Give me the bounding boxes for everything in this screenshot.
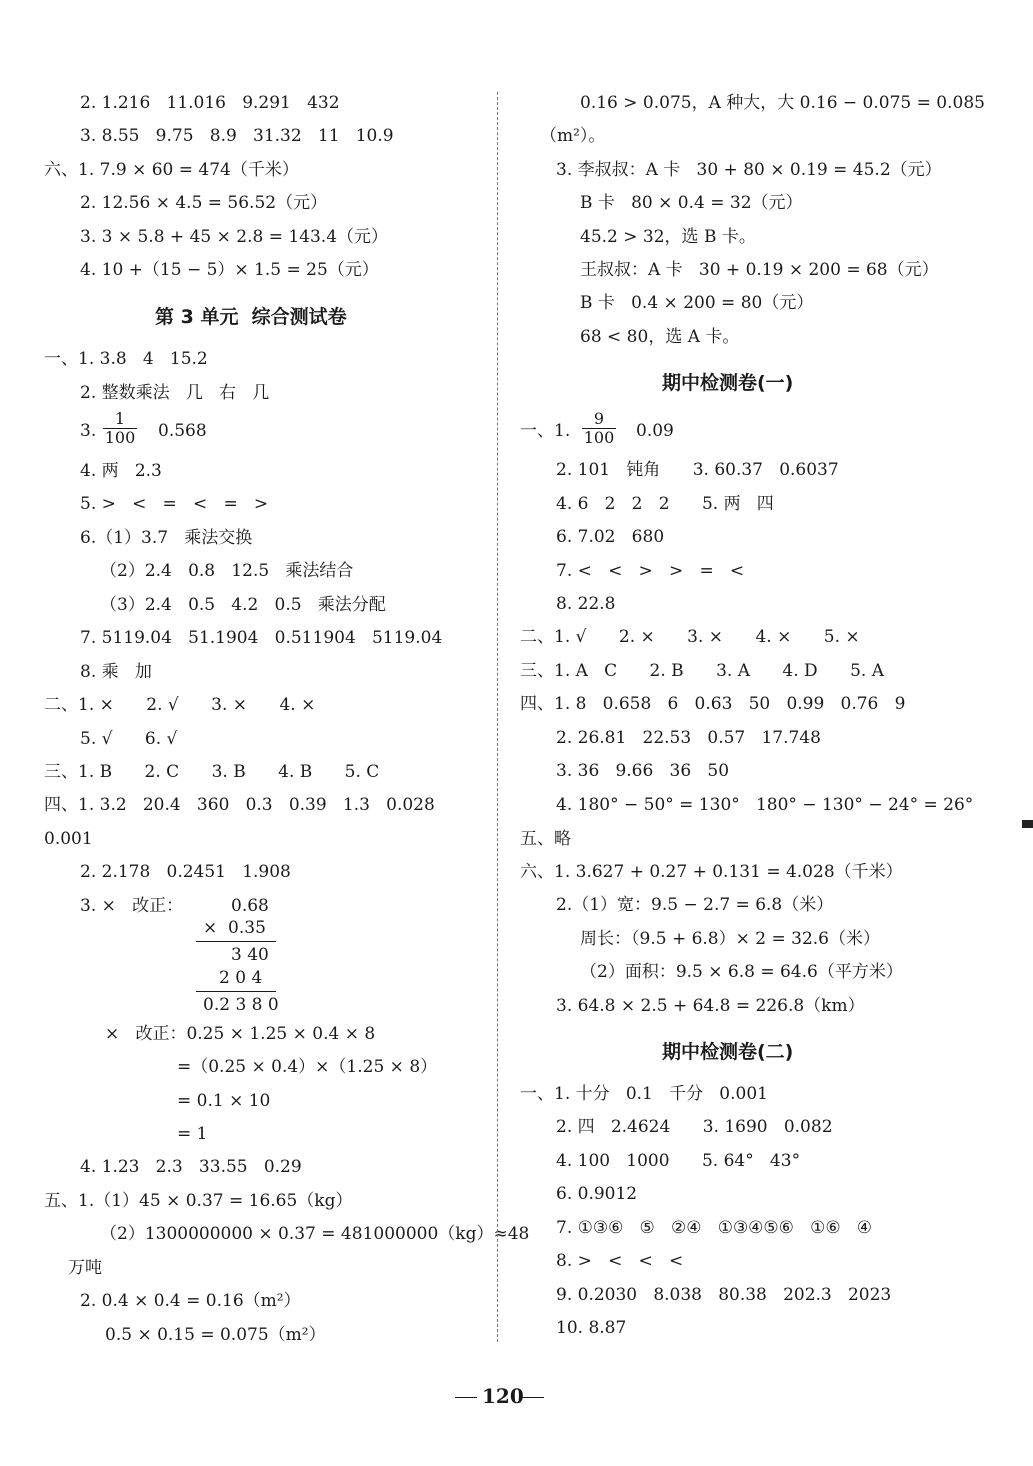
answer-line: 六、1. 3.627 + 0.27 + 0.131 = 4.028（千米） <box>520 862 903 882</box>
answer-line: 二、1. √ 2. × 3. × 4. × 5. × <box>520 627 860 647</box>
answer-line: （3）2.4 0.5 4.2 0.5 乘法分配 <box>100 595 386 615</box>
answer-line: 6. 7.02 680 <box>556 527 665 547</box>
answer-line: = 1 <box>177 1124 208 1144</box>
answer-line: （2）1300000000 × 0.37 = 481000000（kg）≈48 <box>100 1224 530 1244</box>
answer-line: 10. 8.87 <box>556 1318 627 1338</box>
answer-line: 2. 26.81 22.53 0.57 17.748 <box>556 728 821 748</box>
answer-line: 2. 0.4 × 0.4 = 0.16（m²） <box>80 1291 301 1311</box>
answer-line: 2. 整数乘法 几 右 几 <box>80 383 270 403</box>
answer-line: 6.（1）3.7 乘法交换 <box>80 528 253 548</box>
answer-line: 4. 1.23 2.3 33.55 0.29 <box>80 1157 302 1177</box>
answer-line: 8. > < < < <box>556 1251 684 1271</box>
answer-line: 5. √ 6. √ <box>80 729 178 749</box>
calc-row: × 0.35 <box>203 918 266 938</box>
answer-line: 3. 36 9.66 36 50 <box>556 761 730 781</box>
edge-marker <box>1022 820 1033 828</box>
answer-line: B 卡 80 × 0.4 = 32（元） <box>580 193 803 213</box>
calc-rule <box>196 941 276 942</box>
page-number-dash <box>522 1397 544 1398</box>
answer-line: 一、1. <box>520 421 571 441</box>
calc-row: 2 0 4 <box>219 968 263 988</box>
answer-line: （2）2.4 0.8 12.5 乘法结合 <box>100 561 354 581</box>
fraction-numerator: 9 <box>593 409 605 428</box>
column-divider <box>497 92 498 1342</box>
calc-row: 3 40 <box>231 945 269 965</box>
answer-line: 四、1. 8 0.658 6 0.63 50 0.99 0.76 9 <box>520 694 906 714</box>
answer-line: 0.001 <box>44 829 93 849</box>
answer-line: 8. 22.8 <box>556 594 616 614</box>
answer-line: 7. < < > > = < <box>556 561 745 581</box>
answer-line: 4. 10 +（15 − 5）× 1.5 = 25（元） <box>80 260 379 280</box>
fraction-denominator: 100 <box>583 428 615 447</box>
answer-line: 4. 180° − 50° = 130° 180° − 130° − 24° = 26° <box>556 795 974 815</box>
section-title: 期中检测卷(一) <box>662 372 794 394</box>
answer-line: 三、1. B 2. C 3. B 4. B 5. C <box>44 762 380 782</box>
answer-line: 7. 5119.04 51.1904 0.511904 5119.04 <box>80 628 443 648</box>
answer-line: 3. 李叔叔：A 卡 30 + 80 × 0.19 = 45.2（元） <box>556 160 942 180</box>
answer-line: 三、1. A C 2. B 3. A 4. D 5. A <box>520 661 884 681</box>
calc-rule <box>196 991 276 992</box>
answer-line: 3. 64.8 × 2.5 + 64.8 = 226.8（km） <box>556 996 865 1016</box>
calc-row: 0.2 3 8 0 <box>203 995 279 1015</box>
fraction <box>582 410 616 447</box>
answer-line: 周长：（9.5 + 6.8）× 2 = 32.6（米） <box>580 929 880 949</box>
calc-row: 0.68 <box>231 896 269 916</box>
answer-line: （m²）。 <box>540 126 606 146</box>
answer-line: （2）面积：9.5 × 6.8 = 64.6（平方米） <box>580 962 903 982</box>
answer-line: 4. 两 2.3 <box>80 461 162 481</box>
answer-line: × 改正：0.25 × 1.25 × 0.4 × 8 <box>105 1024 376 1044</box>
answer-line: 3. <box>80 421 97 441</box>
answer-line: 五、1.（1）45 × 0.37 = 16.65（kg） <box>44 1191 353 1211</box>
answer-line: 0.568 <box>158 421 207 441</box>
page-number-dash <box>455 1397 477 1398</box>
answer-line: 万吨 <box>68 1258 102 1278</box>
fraction-numerator: 1 <box>114 409 126 428</box>
answer-line: 8. 乘 加 <box>80 662 152 682</box>
answer-line: B 卡 0.4 × 200 = 80（元） <box>580 293 814 313</box>
answer-line: 四、1. 3.2 20.4 360 0.3 0.39 1.3 0.028 <box>44 795 435 815</box>
section-title: 第 3 单元 综合测试卷 <box>155 306 347 328</box>
answer-line: 六、1. 7.9 × 60 = 474（千米） <box>44 160 299 180</box>
answer-line: 0.09 <box>636 421 674 441</box>
answer-line: 2. 四 2.4624 3. 1690 0.082 <box>556 1117 833 1137</box>
answer-line: 2. 2.178 0.2451 1.908 <box>80 862 291 882</box>
answer-line: 五、略 <box>520 829 571 849</box>
answer-line: 0.16 > 0.075，A 种大，大 0.16 − 0.075 = 0.085 <box>580 93 985 113</box>
answer-line: 5. > < = < = > <box>80 494 269 514</box>
answer-line: =（0.25 × 0.4）×（1.25 × 8） <box>177 1057 438 1077</box>
answer-line: 2. 1.216 11.016 9.291 432 <box>80 93 340 113</box>
fraction <box>103 410 137 447</box>
answer-line: 3. 3 × 5.8 + 45 × 2.8 = 143.4（元） <box>80 227 389 247</box>
answer-line: 4. 100 1000 5. 64° 43° <box>556 1151 801 1171</box>
answer-line: 0.5 × 0.15 = 0.075（m²） <box>105 1325 326 1345</box>
answer-line: 2. 12.56 × 4.5 = 56.52（元） <box>80 193 328 213</box>
answer-line: 2.（1）宽：9.5 − 2.7 = 6.8（米） <box>556 895 834 915</box>
answer-line: 二、1. × 2. √ 3. × 4. × <box>44 695 316 715</box>
answer-line: 7. ①③⑥ ⑤ ②④ ①③④⑤⑥ ①⑥ ④ <box>556 1218 873 1238</box>
answer-line: 4. 6 2 2 2 5. 两 四 <box>556 494 774 514</box>
page-number: 120 <box>482 1384 524 1408</box>
answer-line: 2. 101 钝角 3. 60.37 0.6037 <box>556 460 839 480</box>
answer-line: 一、1. 十分 0.1 千分 0.001 <box>520 1084 768 1104</box>
answer-line: 3. 8.55 9.75 8.9 31.32 11 10.9 <box>80 126 394 146</box>
answer-line: 68 < 80，选 A 卡。 <box>580 327 740 347</box>
answer-line: 45.2 > 32，选 B 卡。 <box>580 227 756 247</box>
answer-line: 王叔叔：A 卡 30 + 0.19 × 200 = 68（元） <box>580 260 939 280</box>
answer-line: 3. × 改正： <box>80 896 184 916</box>
answer-line: 6. 0.9012 <box>556 1184 638 1204</box>
answer-line: 9. 0.2030 8.038 80.38 202.3 2023 <box>556 1285 892 1305</box>
answer-line: 一、1. 3.8 4 15.2 <box>44 349 208 369</box>
fraction-denominator: 100 <box>104 428 136 447</box>
answer-line: = 0.1 × 10 <box>177 1091 271 1111</box>
section-title: 期中检测卷(二) <box>662 1041 794 1063</box>
